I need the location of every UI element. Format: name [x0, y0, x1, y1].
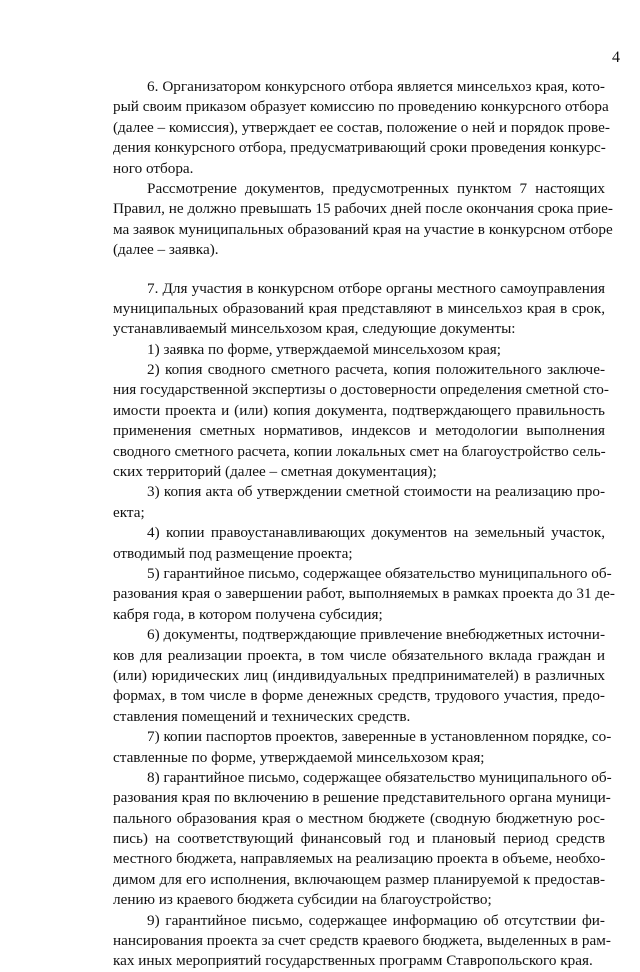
text-line: (далее – заявка).	[113, 241, 219, 259]
text-line: ков для реализации проекта, в том числе обязательного вклада граждан и	[113, 646, 605, 664]
text-line: ного отбора.	[113, 159, 194, 177]
text-line: лению из краевого бюджета субсидии на благоустройство;	[113, 891, 492, 909]
text-line: нансирования проекта за счет средств краевого бюджета, выделенных в рам-	[113, 932, 611, 950]
text-line: 1) заявка по форме, утверждаемой минсельхозом края;	[147, 340, 501, 358]
page-number: 4	[612, 49, 620, 66]
text-line: устанавливаемый минсельхозом края, следующие документы:	[113, 320, 516, 338]
paragraph-p6b	[113, 179, 613, 261]
text-line: Правил, не должно превышать 15 рабочих дней после окончания срока прие-	[113, 200, 613, 218]
paragraph-p7_5	[113, 564, 615, 625]
text-line: пись) на соответствующий финансовый год и плановый период средств	[113, 830, 605, 848]
text-line: 6) документы, подтверждающие привлечение внебюджетных источни-	[147, 626, 605, 644]
text-line: 6. Организатором конкурсного отбора является минсельхоз края, кото-	[147, 78, 605, 95]
paragraph-p7_3	[113, 482, 605, 523]
text-line: ских территорий (далее – сметная документация);	[113, 463, 437, 481]
document-body	[113, 77, 615, 972]
text-line: 3) копия акта об утверждении сметной стоимости на реализацию про-	[147, 483, 605, 501]
paragraph-p7_9	[113, 911, 611, 972]
text-line: муниципальных образований края представляют в минсельхоз края в срок,	[113, 299, 605, 317]
text-line: Рассмотрение документов, предусмотренных пунктом 7 настоящих	[147, 179, 605, 197]
text-line: 2) копия сводного сметного расчета, копия положительного заключе-	[147, 361, 605, 379]
text-line: (далее – комиссия), утверждает ее состав, положение о ней и порядок прове-	[113, 118, 610, 136]
text-line: 7. Для участия в конкурсном отборе органы местного самоуправления	[147, 279, 605, 297]
paragraph-p7	[113, 279, 605, 340]
text-line: 5) гарантийное письмо, содержащее обязательство муниципального об-	[147, 564, 612, 582]
text-line: ках иных мероприятий государственных программ Ставропольского края.	[113, 952, 593, 970]
text-line: 9) гарантийное письмо, содержащее информацию об отсутствии фи-	[147, 911, 605, 929]
paragraph-p7_7	[113, 727, 612, 768]
paragraph-p7_4	[113, 523, 605, 564]
text-line: ма заявок муниципальных образований края на участие в конкурсном отборе	[113, 220, 613, 238]
text-line: разования края по включению в решение представительного органа муници-	[113, 789, 611, 807]
text-line: (или) юридических лиц (индивидуальных предпринимателей) в различных	[113, 666, 605, 684]
text-line: рый своим приказом образует комиссию по проведению конкурсного отбора	[113, 98, 609, 116]
text-line: 4) копии правоустанавливающих документов на земельный участок,	[147, 524, 605, 542]
text-line: кабря года, в котором получена субсидия;	[113, 605, 383, 623]
paragraph-p7_2	[113, 360, 609, 482]
text-line: ставления помещений и технических средств.	[113, 707, 411, 725]
text-line: формах, в том числе в форме денежных средств, трудового участия, предо-	[113, 687, 605, 705]
text-line: екта;	[113, 503, 145, 521]
paragraph-p6	[113, 77, 610, 179]
text-line: ставленные по форме, утверждаемой минсельхозом края;	[113, 748, 485, 766]
text-line: применения сметных нормативов, индексов и методологии выполнения	[113, 422, 605, 440]
paragraph-spacer	[113, 261, 605, 279]
text-line: разования края о завершении работ, выполняемых в рамках проекта до 31 де-	[113, 585, 615, 603]
text-line: местного бюджета, направляемых на реализацию проекта в объеме, необхо-	[113, 850, 606, 868]
text-line: димом для его исполнения, включающем размер планируемой к предостав-	[113, 870, 605, 888]
paragraph-p7_1	[113, 340, 605, 360]
text-line: отводимый под размещение проекта;	[113, 544, 353, 562]
paragraph-p7_8	[113, 768, 612, 911]
text-line: имости проекта и (или) копия документа, подтверждающего правильность	[113, 401, 605, 419]
text-line: 8) гарантийное письмо, содержащее обязательство муниципального об-	[147, 768, 612, 786]
text-line: пального образования края о местном бюджете (сводную бюджетную рос-	[113, 809, 605, 827]
text-line: 7) копии паспортов проектов, заверенные в установленном порядке, со-	[147, 728, 612, 746]
text-line: сводного сметного расчета, копии локальных смет на благоустройство сель-	[113, 442, 606, 460]
text-line: ния государственной экспертизы о достоверности определения сметной сто-	[113, 381, 609, 399]
paragraph-p7_6	[113, 625, 605, 727]
text-line: дения конкурсного отбора, предусматривающий сроки проведения конкурс-	[113, 139, 606, 157]
